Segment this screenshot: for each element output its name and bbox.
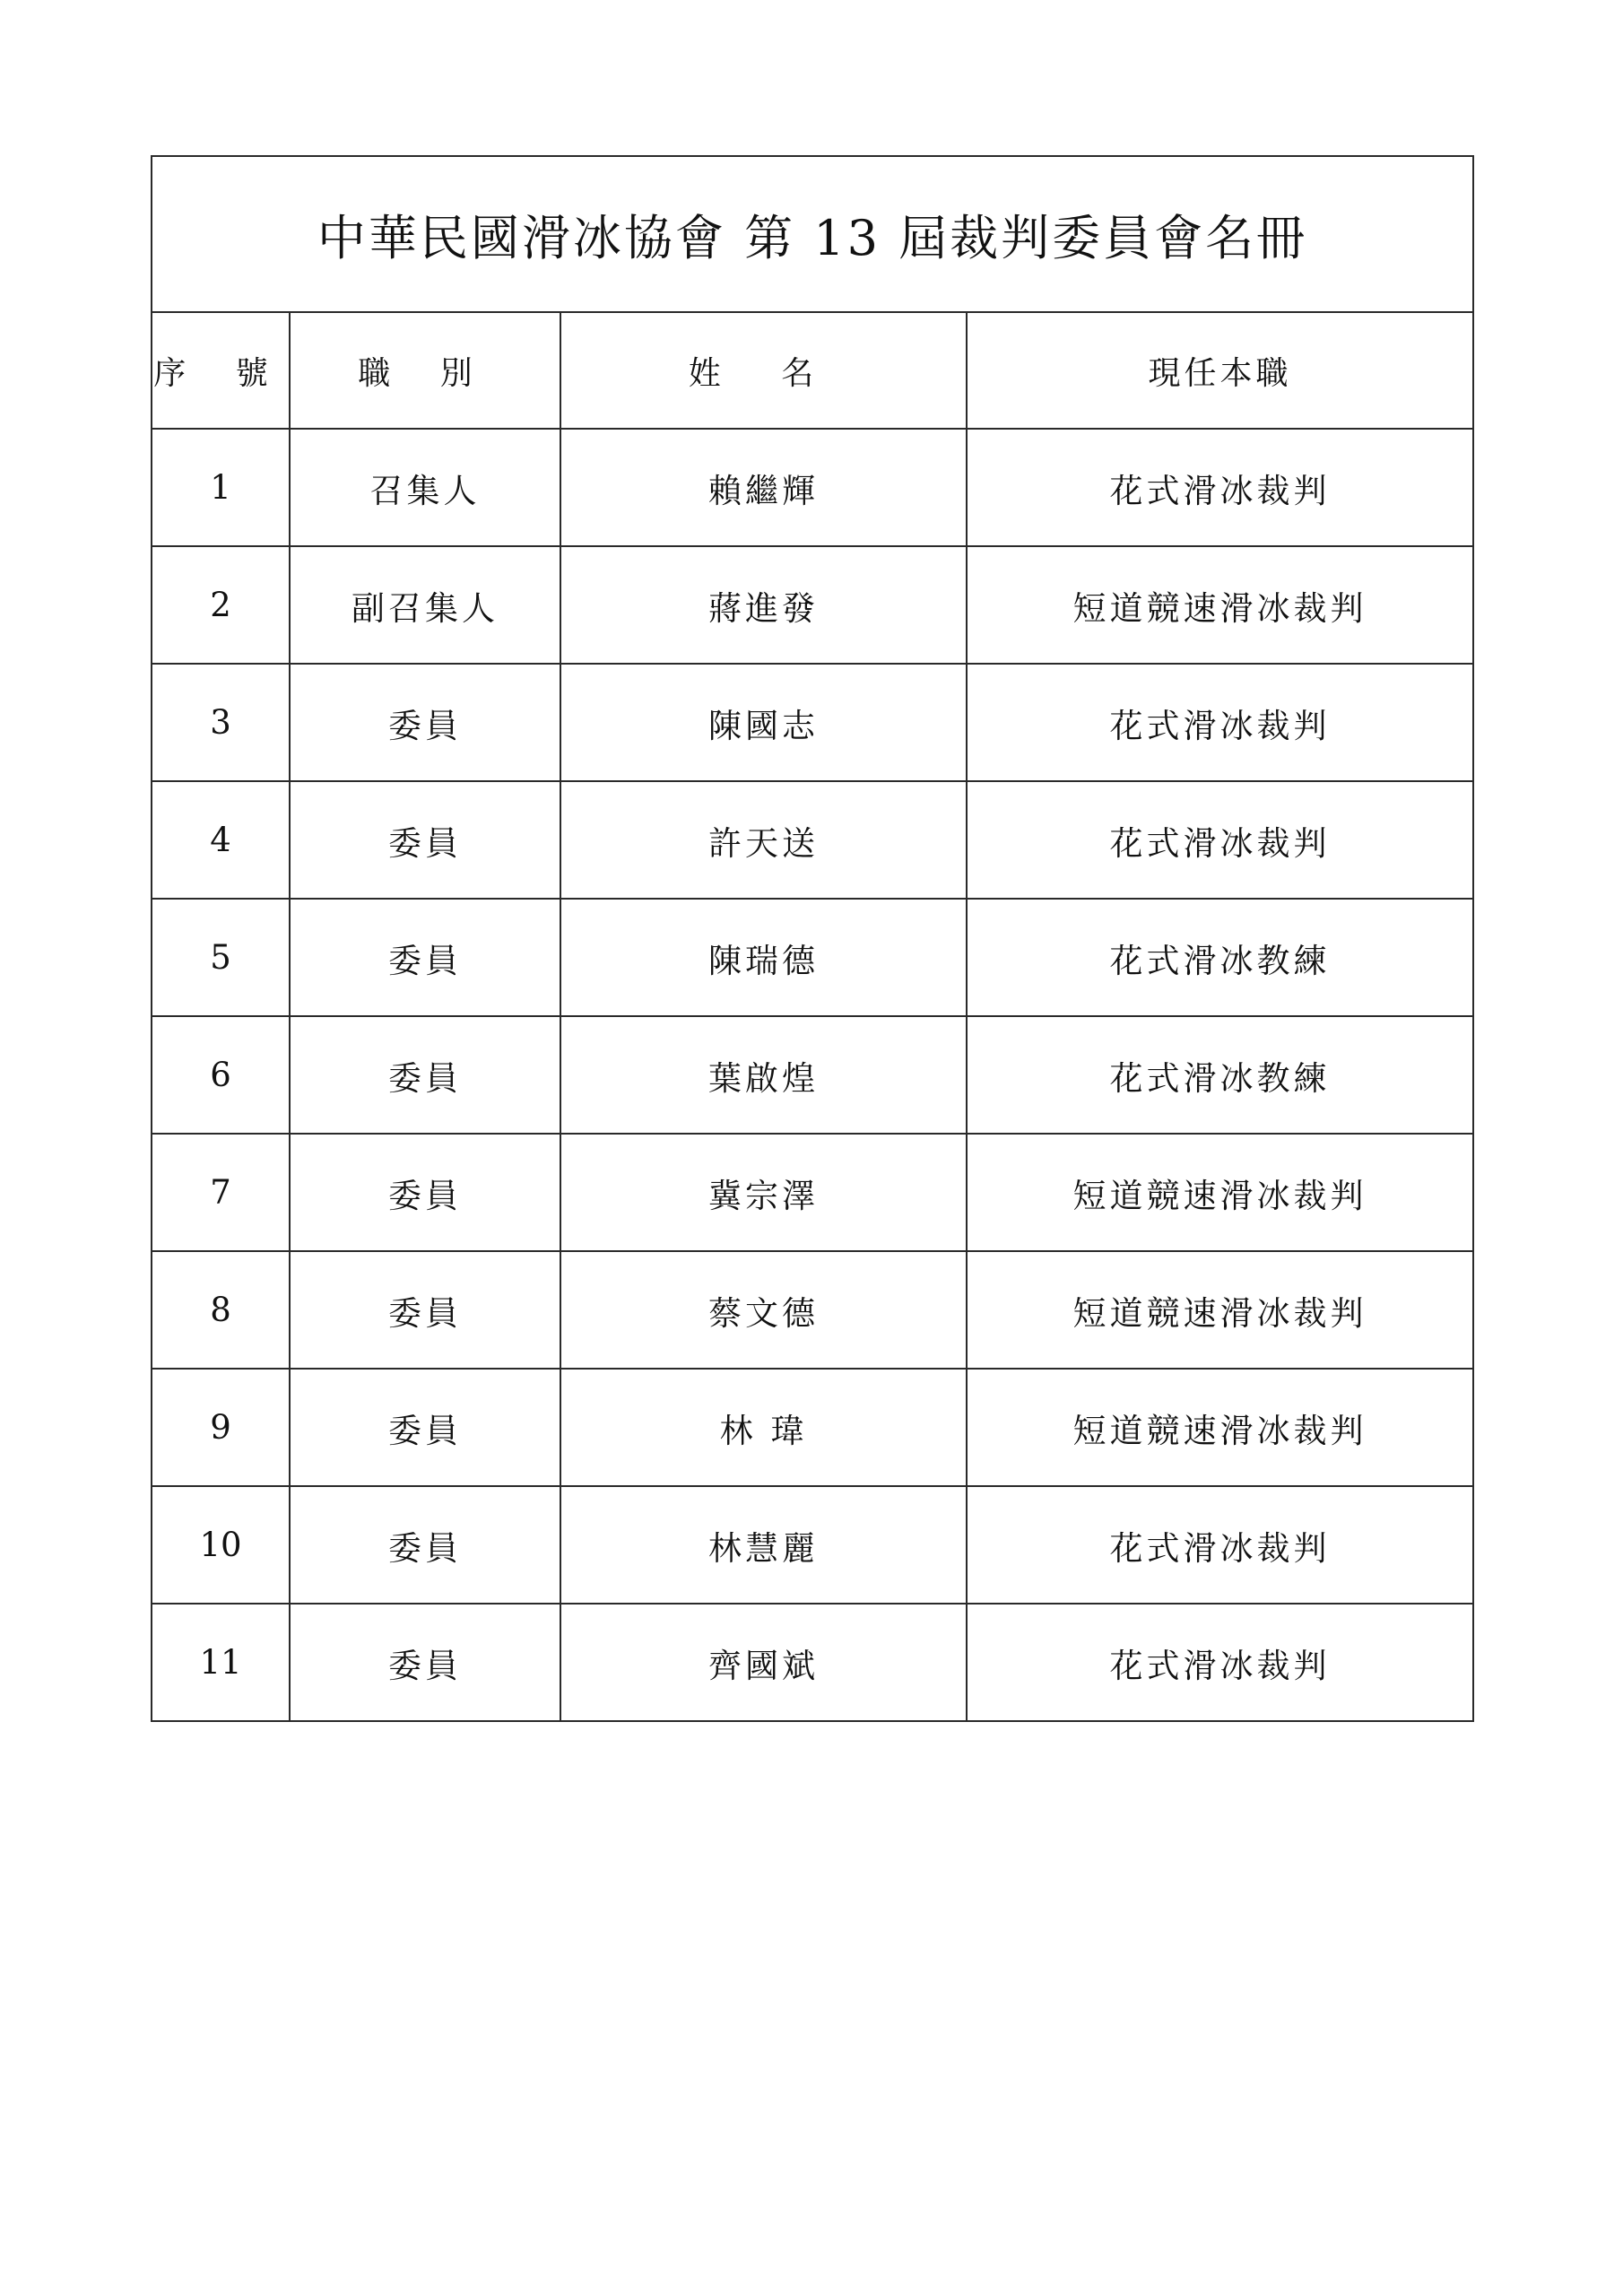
row-name: 齊國斌 <box>560 1604 967 1721</box>
row-role: 委員 <box>290 1134 560 1251</box>
row-current-job: 短道競速滑冰裁判 <box>967 546 1473 664</box>
column-header-seq: 序 號 <box>152 312 290 429</box>
column-header-role: 職 別 <box>290 312 560 429</box>
row-role: 委員 <box>290 781 560 899</box>
table-row <box>152 546 1473 664</box>
row-current-job: 花式滑冰裁判 <box>967 429 1473 546</box>
row-name: 葉啟煌 <box>560 1016 967 1134</box>
table-row <box>152 664 1473 781</box>
table-row <box>152 1604 1473 1721</box>
row-role: 委員 <box>290 1486 560 1604</box>
row-seq: 3 <box>152 664 290 781</box>
row-current-job: 花式滑冰教練 <box>967 1016 1473 1134</box>
row-name: 蔣進發 <box>560 546 967 664</box>
row-current-job: 短道競速滑冰裁判 <box>967 1251 1473 1369</box>
row-seq: 11 <box>152 1604 290 1721</box>
row-current-job: 花式滑冰教練 <box>967 899 1473 1016</box>
row-seq: 4 <box>152 781 290 899</box>
row-seq: 7 <box>152 1134 290 1251</box>
table-row <box>152 1486 1473 1604</box>
table-row <box>152 1369 1473 1486</box>
document-title: 中華民國滑冰協會 第 13 屆裁判委員會名冊 <box>152 156 1473 312</box>
row-seq: 9 <box>152 1369 290 1486</box>
row-role: 召集人 <box>290 429 560 546</box>
row-current-job: 短道競速滑冰裁判 <box>967 1134 1473 1251</box>
title-row <box>152 156 1473 312</box>
row-current-job: 花式滑冰裁判 <box>967 1486 1473 1604</box>
referee-committee-roster-table <box>151 155 1474 1722</box>
table-row <box>152 1134 1473 1251</box>
table-row <box>152 781 1473 899</box>
column-header-current-job: 現任本職 <box>967 312 1473 429</box>
row-current-job: 花式滑冰裁判 <box>967 781 1473 899</box>
row-seq: 8 <box>152 1251 290 1369</box>
row-role: 委員 <box>290 664 560 781</box>
row-seq: 10 <box>152 1486 290 1604</box>
row-name: 冀宗澤 <box>560 1134 967 1251</box>
header-row <box>152 312 1473 429</box>
row-name: 賴繼輝 <box>560 429 967 546</box>
row-seq: 6 <box>152 1016 290 1134</box>
row-seq: 2 <box>152 546 290 664</box>
row-role: 委員 <box>290 1369 560 1486</box>
row-role: 委員 <box>290 1251 560 1369</box>
row-role: 副召集人 <box>290 546 560 664</box>
row-current-job: 短道競速滑冰裁判 <box>967 1369 1473 1486</box>
row-current-job: 花式滑冰裁判 <box>967 1604 1473 1721</box>
row-name: 陳瑞德 <box>560 899 967 1016</box>
row-role: 委員 <box>290 1016 560 1134</box>
row-name: 林 瑋 <box>560 1369 967 1486</box>
column-header-name: 姓 名 <box>560 312 967 429</box>
row-name: 林慧麗 <box>560 1486 967 1604</box>
table-row <box>152 1251 1473 1369</box>
table-row <box>152 1016 1473 1134</box>
table-row <box>152 899 1473 1016</box>
row-seq: 5 <box>152 899 290 1016</box>
row-name: 許天送 <box>560 781 967 899</box>
row-seq: 1 <box>152 429 290 546</box>
table-row <box>152 429 1473 546</box>
row-name: 蔡文德 <box>560 1251 967 1369</box>
row-role: 委員 <box>290 899 560 1016</box>
row-name: 陳國志 <box>560 664 967 781</box>
row-role: 委員 <box>290 1604 560 1721</box>
row-current-job: 花式滑冰裁判 <box>967 664 1473 781</box>
